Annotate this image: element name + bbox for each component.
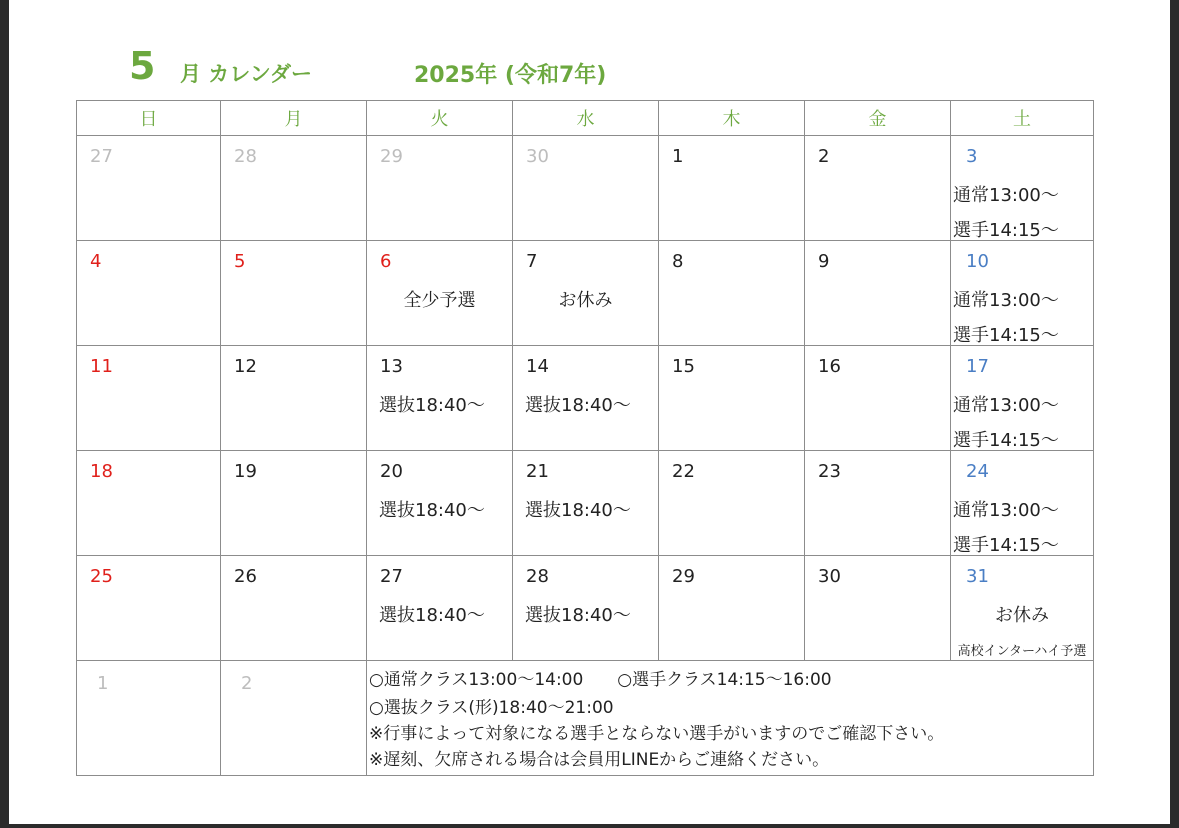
day-number: 30 (818, 566, 841, 587)
day-number: 29 (672, 566, 695, 587)
day-cell (659, 451, 805, 556)
day-cell (513, 451, 659, 556)
day-number: 12 (234, 356, 257, 377)
event-note: 高校インターハイ予選 (957, 644, 1087, 659)
day-cell (513, 346, 659, 451)
day-cell (951, 451, 1094, 556)
day-cell (805, 136, 951, 241)
day-cell (367, 556, 513, 661)
day-number: 1 (97, 673, 109, 694)
event-text: 通常13:00〜 (953, 290, 1059, 311)
event-text: 選抜18:40〜 (525, 605, 631, 626)
weekday-mon: 月 (221, 101, 367, 136)
event-text: お休み (995, 605, 1049, 626)
day-number: 29 (380, 146, 403, 167)
day-cell (221, 241, 367, 346)
day-cell (659, 346, 805, 451)
event-text: 通常13:00〜 (953, 395, 1059, 416)
weekday-sat: 土 (951, 101, 1094, 136)
day-cell (951, 241, 1094, 346)
day-number: 16 (818, 356, 841, 377)
day-number: 24 (966, 461, 989, 482)
event-text: お休み (558, 290, 613, 311)
day-cell (367, 136, 513, 241)
event-text: 選抜18:40〜 (379, 605, 485, 626)
day-cell (513, 556, 659, 661)
day-number: 23 (818, 461, 841, 482)
day-number: 30 (526, 146, 549, 167)
day-cell (805, 241, 951, 346)
day-number: 2 (818, 146, 830, 167)
note-line: ※行事によって対象になる選手とならない選手がいますのでご確認下さい。 (369, 724, 945, 744)
day-cell (951, 346, 1094, 451)
day-number: 26 (234, 566, 257, 587)
day-number: 13 (380, 356, 403, 377)
event-text: 選抜18:40〜 (379, 500, 485, 521)
day-number: 15 (672, 356, 695, 377)
day-number: 3 (966, 146, 978, 167)
weekday-fri: 金 (805, 101, 951, 136)
day-number: 25 (90, 566, 113, 587)
day-cell (221, 661, 367, 776)
day-cell (77, 661, 221, 776)
day-cell (367, 346, 513, 451)
day-number: 21 (526, 461, 549, 482)
note-line: ○選抜クラス(形)18:40〜21:00 (369, 698, 614, 718)
day-number: 22 (672, 461, 695, 482)
day-number: 19 (234, 461, 257, 482)
day-number: 17 (966, 356, 989, 377)
weekday-tue: 火 (367, 101, 513, 136)
week-row (77, 346, 1094, 451)
event-text: 全少予選 (403, 290, 476, 311)
day-cell (77, 346, 221, 451)
weekday-sun: 日 (77, 101, 221, 136)
day-number: 31 (966, 566, 989, 587)
event-text: 選手14:15〜 (953, 430, 1059, 451)
day-cell (951, 556, 1094, 661)
event-text: 通常13:00〜 (953, 500, 1059, 521)
day-cell (221, 451, 367, 556)
event-text: 選抜18:40〜 (379, 395, 485, 416)
day-cell (77, 451, 221, 556)
day-cell (513, 136, 659, 241)
day-cell (221, 556, 367, 661)
day-cell (659, 241, 805, 346)
day-number: 28 (234, 146, 257, 167)
day-number: 20 (380, 461, 403, 482)
week-row (77, 241, 1094, 346)
day-number: 1 (672, 146, 684, 167)
day-cell (513, 241, 659, 346)
event-text: 選手14:15〜 (953, 325, 1059, 346)
notes-cell (367, 661, 1094, 776)
day-number: 27 (90, 146, 113, 167)
day-cell (805, 346, 951, 451)
weekday-thu: 木 (659, 101, 805, 136)
week-row (77, 556, 1094, 661)
day-cell (77, 136, 221, 241)
event-text: 通常13:00〜 (953, 185, 1059, 206)
day-number: 11 (90, 356, 113, 377)
day-cell (805, 556, 951, 661)
day-number: 27 (380, 566, 403, 587)
event-text: 選抜18:40〜 (525, 500, 631, 521)
day-number: 5 (234, 251, 246, 272)
day-number: 7 (526, 251, 538, 272)
notes-row (77, 661, 1094, 776)
day-number: 18 (90, 461, 113, 482)
day-number: 4 (90, 251, 102, 272)
day-number: 10 (966, 251, 989, 272)
day-cell (367, 241, 513, 346)
calendar-page (9, 0, 1170, 824)
day-cell (221, 346, 367, 451)
note-line: ※遅刻、欠席される場合は会員用LINEからご連絡ください。 (369, 750, 830, 770)
month-number: 5 (129, 44, 156, 88)
weekday-wed: 水 (513, 101, 659, 136)
day-cell (221, 136, 367, 241)
day-number: 9 (818, 251, 830, 272)
year-label: 2025年 (令和7年) (414, 63, 607, 88)
day-number: 8 (672, 251, 684, 272)
week-row (77, 136, 1094, 241)
day-cell (367, 451, 513, 556)
day-cell (659, 136, 805, 241)
day-number: 2 (241, 673, 253, 694)
day-cell (805, 451, 951, 556)
month-label: 月 カレンダー (180, 62, 312, 86)
note-line: ○通常クラス13:00〜14:00 ○選手クラス14:15〜16:00 (369, 670, 832, 690)
week-row (77, 451, 1094, 556)
event-text: 選手14:15〜 (953, 535, 1059, 556)
day-number: 14 (526, 356, 549, 377)
day-cell (951, 136, 1094, 241)
day-number: 28 (526, 566, 549, 587)
day-number: 6 (380, 251, 392, 272)
day-cell (659, 556, 805, 661)
event-text: 選手14:15〜 (953, 220, 1059, 241)
weekday-header-row (77, 101, 1094, 136)
day-cell (77, 241, 221, 346)
event-text: 選抜18:40〜 (525, 395, 631, 416)
calendar-table (76, 100, 1094, 776)
day-cell (77, 556, 221, 661)
